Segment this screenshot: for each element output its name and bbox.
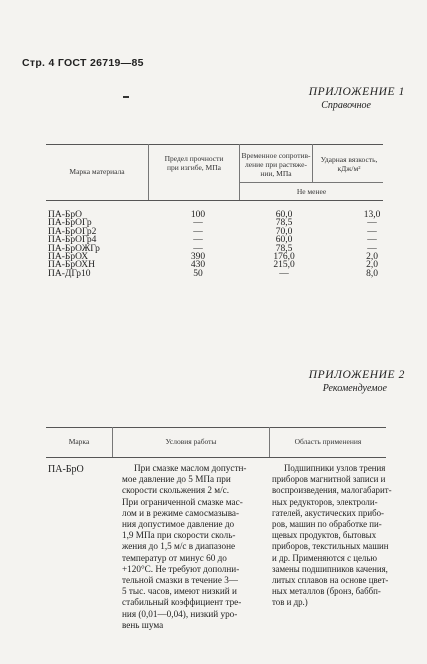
table-cell: 2,0	[366, 260, 378, 271]
table-cell: ПА-БрОХ	[48, 251, 89, 262]
table-cell: —	[367, 226, 377, 237]
table-cell: —	[279, 268, 289, 279]
table2-header-conditions: Условия работы	[165, 437, 217, 446]
table2-grade: ПА-БрО	[48, 464, 84, 475]
table-cell: 8,0	[366, 268, 378, 279]
table-cell: —	[193, 226, 203, 237]
table1-col-bending	[176, 211, 220, 278]
table-cell: 430	[190, 260, 206, 271]
table-cell: 390	[190, 251, 206, 262]
table-cell: 100	[190, 210, 206, 220]
table-cell: 78,5	[275, 243, 293, 254]
table-cell: ПА-БрОЖГр	[48, 243, 100, 254]
table1-header-tensile: Временное сопротив- ление при растяже- нии, МПа	[241, 151, 311, 178]
table-cell: —	[193, 243, 203, 254]
table1-header-bending: Предел прочности при изгибе, МПа	[164, 154, 224, 172]
table-cell: —	[367, 243, 377, 254]
table-cell: ПА-БрО	[48, 210, 82, 220]
table2-top-rule	[46, 427, 386, 428]
table-cell: 215,0	[273, 260, 295, 271]
appendix-1-title: ПРИЛОЖЕНИЕ 1	[308, 86, 405, 98]
table-cell: 2,0	[366, 251, 378, 262]
table2-application: Подшипники узлов трения приборов магнитной записи и воспроизведения, малогабарит- ных редукторов, электроли- гателей, акустических прибо- ров, машин по обработке пи- щевых продуктов, бытовых приборов, текстильных машин и др. Применяются с целью замены подшипников качения, литых сплавов на основе цвет- ных металлов (бронз, баббп- тов и др.)	[272, 463, 392, 608]
table1-subrule	[240, 182, 383, 183]
table-cell: 70,0	[275, 226, 293, 237]
appendix-1-subtitle: Справочное	[321, 100, 371, 111]
appendix-2-title: ПРИЛОЖЕНИЕ 2	[308, 369, 405, 381]
table1-header-impact: Ударная вязкость, кДж/м²	[320, 155, 378, 173]
appendix-2-subtitle: Рекомендуемое	[322, 383, 387, 394]
table-cell: 13,0	[363, 210, 381, 220]
table-cell: —	[367, 235, 377, 246]
table2-header-rule	[46, 457, 386, 458]
table1-top-rule	[46, 144, 383, 145]
table-cell: ПА-БрОГр	[48, 218, 92, 229]
table-cell: ПА-БрОХН	[48, 260, 95, 271]
table1-header-material: Марка материала	[69, 167, 125, 176]
table-cell: —	[367, 218, 377, 229]
table-cell: 60,0	[275, 210, 293, 220]
table-cell: 176,0	[273, 251, 295, 262]
stray-dash	[123, 96, 129, 98]
table-cell: ПА-ДГр10	[48, 268, 91, 279]
table1-header-rule	[46, 200, 383, 201]
table1-col-tensile	[262, 211, 306, 278]
table-cell: ПА-БрОГр2	[48, 226, 97, 237]
table2-header-grade: Марка	[68, 437, 90, 446]
page-header: Стр. 4 ГОСТ 26719—85	[22, 57, 144, 69]
table-cell: 78,5	[275, 218, 293, 229]
table1-divider	[148, 144, 149, 200]
table1-col-material	[48, 211, 100, 278]
table-cell: —	[193, 235, 203, 246]
table-cell: 60,0	[275, 235, 293, 246]
table-cell: ПА-БрОГр4	[48, 235, 97, 246]
table1-min-note: Не менее	[296, 187, 327, 196]
table2-conditions: При смазке маслом допустн- мое давление до 5 МПа при скорости скольжения 2 м/с. При ограниченной смазке мас- лом и в режиме самосмазыва- ния допустимое давление до 1,9 МПа при скорости сколь- жения до 1,5 м/с в диапазоне температур от минус 60 до +120°С. Не требуют дополни- тельной смазки в течение 3— 5 тыс. часов, имеют низкий и стабильный коэффициент тре- ния (0,01—0,04), низкий уро- вень шума	[122, 463, 247, 630]
table-cell: 50	[193, 268, 203, 279]
table1-col-impact	[352, 211, 392, 278]
table2-header-application: Область применения	[294, 437, 362, 446]
table-cell: —	[193, 218, 203, 229]
